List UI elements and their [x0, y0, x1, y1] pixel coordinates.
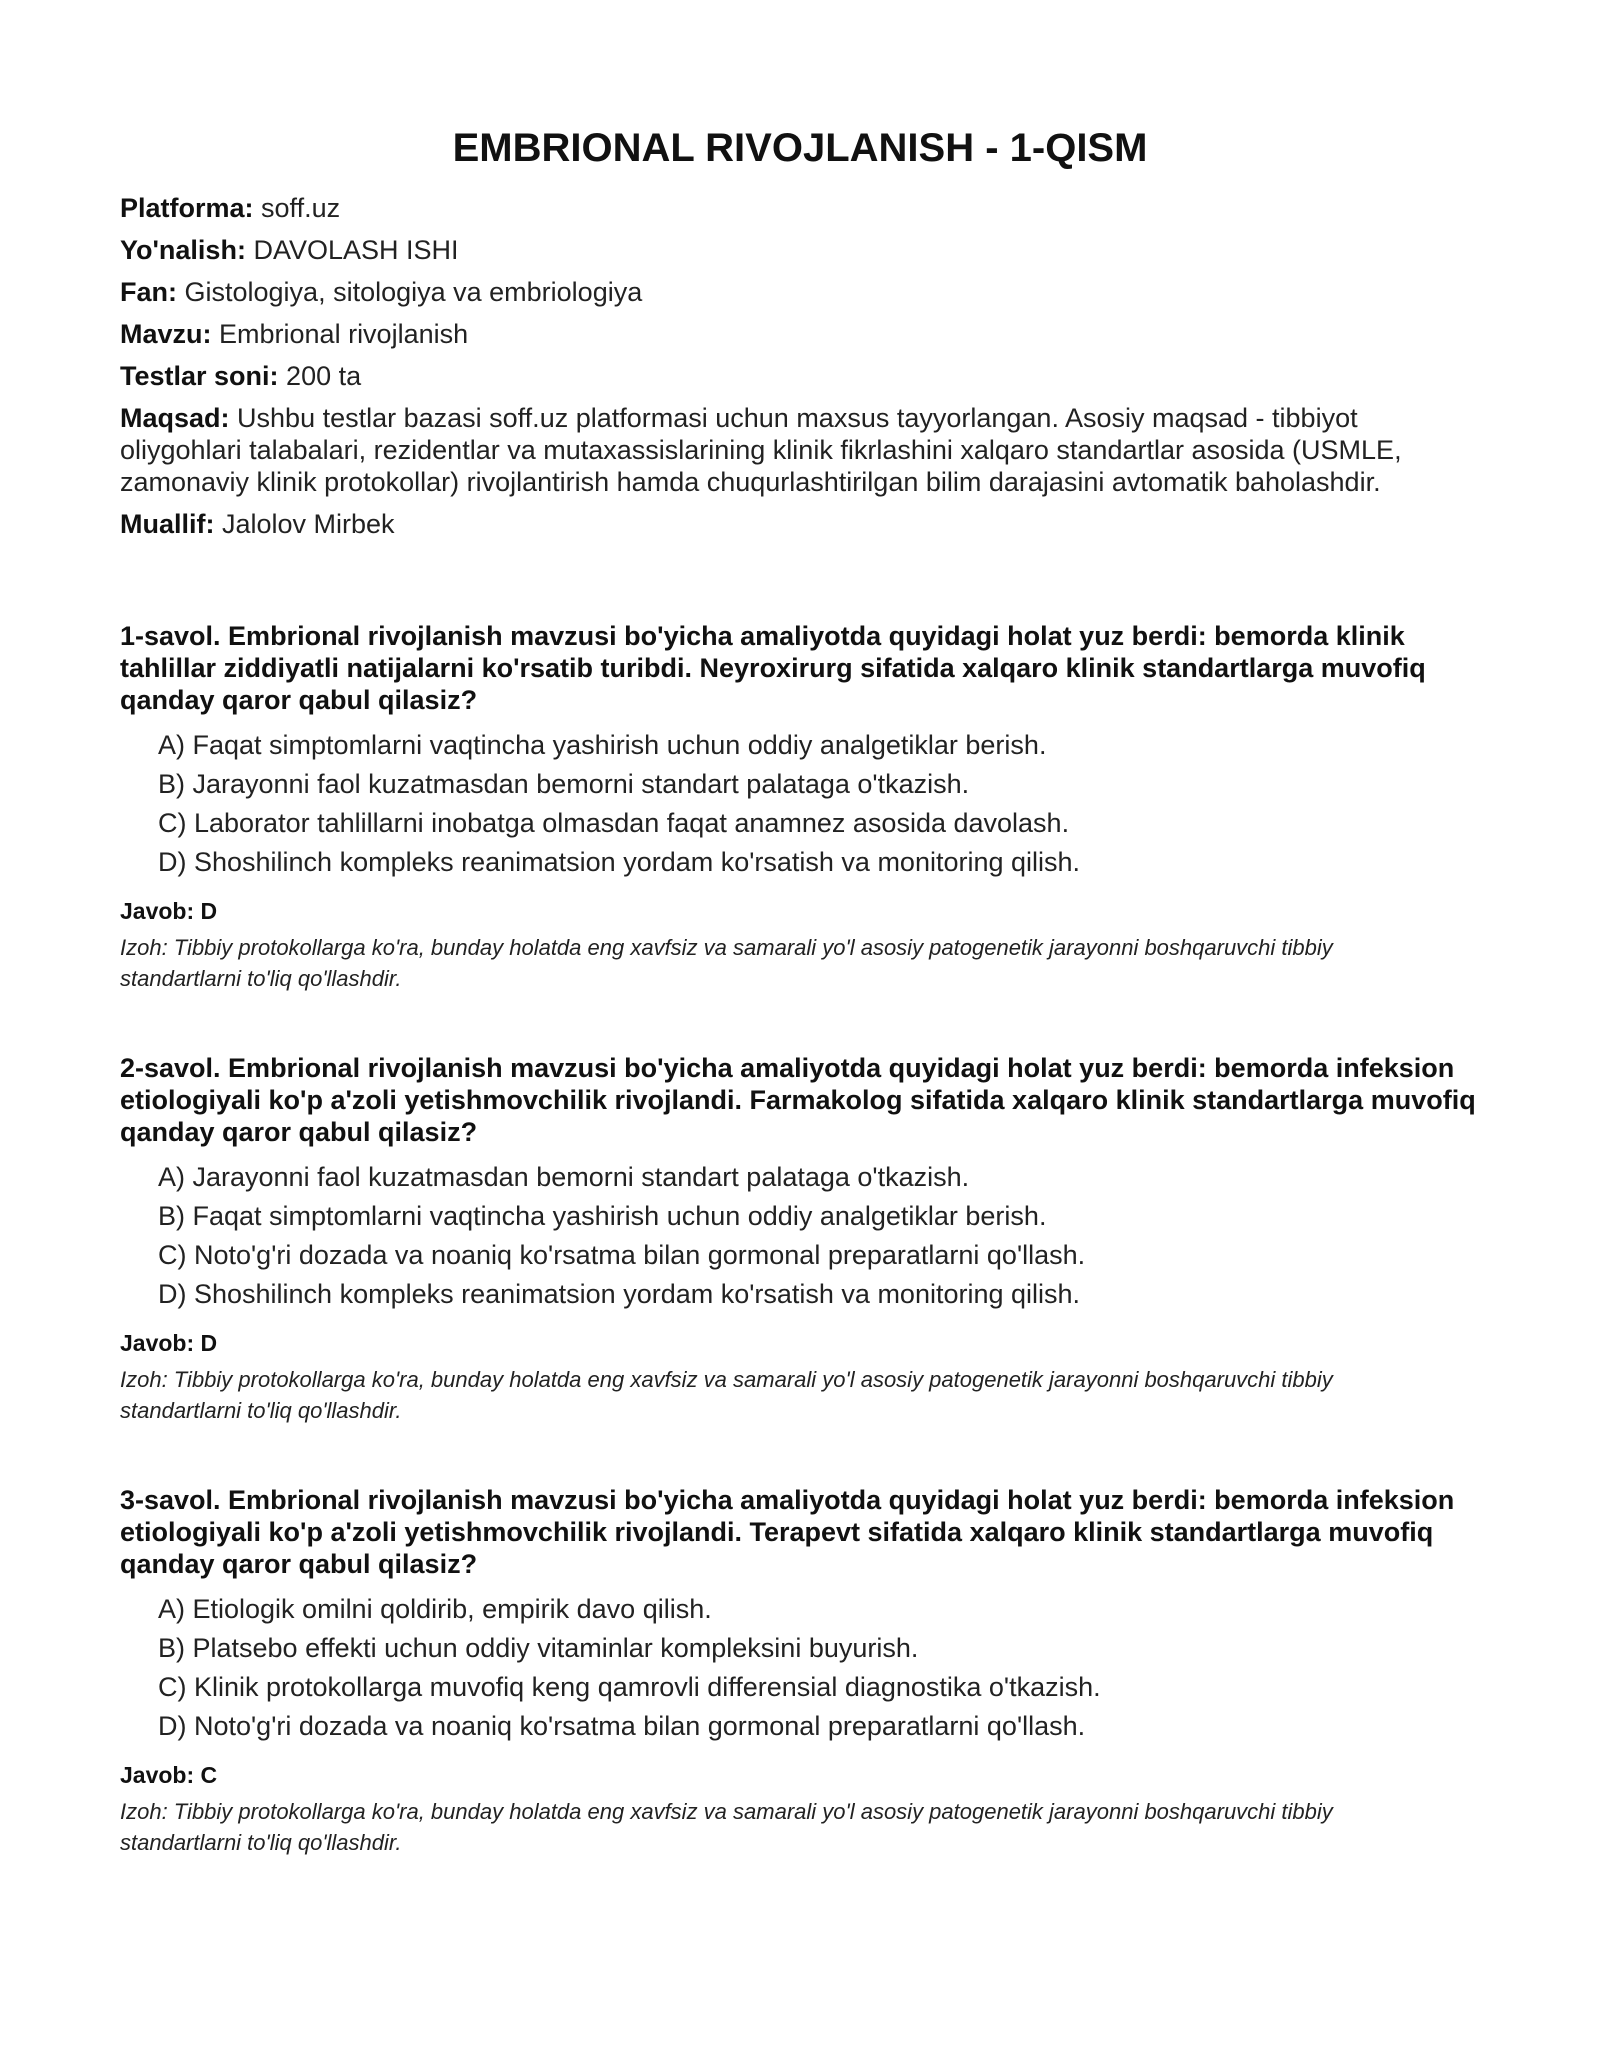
- metadata-block: [120, 192, 1480, 540]
- meta-key: Muallif:: [120, 509, 215, 539]
- questions-list: [120, 620, 1480, 1858]
- question-text: 3-savol. Embrional rivojlanish mavzusi bo'yicha amaliyotda quyidagi holat yuz berdi: bemorda infeksion etiologiyali ko'p a'zoli yetishmovchilik rivojlandi. Terapevt sifatida xalqaro klinik standartlarga muvofiq qanday qaror qabul qilasiz?: [120, 1485, 1455, 1579]
- option-d: D) Shoshilinch kompleks reanimatsion yordam ko'rsatish va monitoring qilish.: [158, 847, 1081, 877]
- meta-value: Jalolov Mirbek: [214, 509, 395, 539]
- option-d: D) Noto'g'ri dozada va noaniq ko'rsatma bilan gormonal preparatlarni qo'llash.: [158, 1711, 1086, 1741]
- option-b: B) Jarayonni faol kuzatmasdan bemorni standart palataga o'tkazish.: [158, 769, 970, 799]
- question-text: 1-savol. Embrional rivojlanish mavzusi bo'yicha amaliyotda quyidagi holat yuz berdi: bemorda klinik tahlillar ziddiyatli natijalarni ko'rsatib turibdi. Neyroxirurg sifatida xalqaro klinik standartlarga muvofiq qanday qaror qabul qilasiz?: [120, 621, 1426, 715]
- option-c: C) Klinik protokollarga muvofiq keng qamrovli differensial diagnostika o'tkazish.: [158, 1672, 1101, 1702]
- option-c: C) Noto'g'ri dozada va noaniq ko'rsatma bilan gormonal preparatlarni qo'llash.: [158, 1240, 1086, 1270]
- option-a: A) Faqat simptomlarni vaqtincha yashirish uchun oddiy analgetiklar berish.: [158, 730, 1047, 760]
- meta-direction: [120, 234, 1480, 266]
- meta-subject: [120, 276, 1480, 308]
- question-2: [120, 1052, 1480, 1426]
- option-b: B) Faqat simptomlarni vaqtincha yashirish uchun oddiy analgetiklar berish.: [158, 1201, 1047, 1231]
- meta-value: Ushbu testlar bazasi soff.uz platformasi uchun maxsus tayyorlangan. Asosiy maqsad - tibbiyot oliygohlari talabalari, rezidentlar va mutaxassislarining klinik fikrlashini xalqaro standartlar asosida (USMLE, zamonaviy klinik protokollar) rivojlantirish hamda chuqurlashtirilgan bilim darajasini avtomatik baholashdir.: [120, 403, 1402, 497]
- question-3: [120, 1484, 1480, 1858]
- answer-label: Javob: D: [120, 898, 218, 924]
- meta-topic: [120, 318, 1480, 350]
- meta-value: 200 ta: [278, 361, 362, 391]
- answer-label: Javob: C: [120, 1762, 218, 1788]
- option-d: D) Shoshilinch kompleks reanimatsion yordam ko'rsatish va monitoring qilish.: [158, 1279, 1081, 1309]
- meta-platform: [120, 192, 1480, 224]
- meta-key: Mavzu:: [120, 319, 212, 349]
- option-a: A) Etiologik omilni qoldirib, empirik davo qilish.: [158, 1594, 712, 1624]
- document-title: EMBRIONAL RIVOJLANISH - 1-QISM: [452, 126, 1148, 170]
- meta-key: Maqsad:: [120, 403, 230, 433]
- meta-key: Fan:: [120, 277, 177, 307]
- meta-purpose: [120, 402, 1480, 498]
- explanation-text: Izoh: Tibbiy protokollarga ko'ra, bunday holatda eng xavfsiz va samarali yo'l asosiy patogenetik jarayonni boshqaruvchi tibbiy standartlarni to'liq qo'llashdir.: [120, 935, 1333, 991]
- meta-key: Testlar soni:: [120, 361, 279, 391]
- meta-test-count: [120, 360, 1480, 392]
- meta-value: Embrional rivojlanish: [211, 319, 469, 349]
- meta-key: Yo'nalish:: [120, 235, 246, 265]
- option-a: A) Jarayonni faol kuzatmasdan bemorni standart palataga o'tkazish.: [158, 1162, 970, 1192]
- question-text: 2-savol. Embrional rivojlanish mavzusi bo'yicha amaliyotda quyidagi holat yuz berdi: bemorda infeksion etiologiyali ko'p a'zoli yetishmovchilik rivojlandi. Farmakolog sifatida xalqaro klinik standartlarga muvofiq qanday qaror qabul qilasiz?: [120, 1053, 1476, 1147]
- document-page: [120, 0, 1480, 1916]
- explanation-text: Izoh: Tibbiy protokollarga ko'ra, bunday holatda eng xavfsiz va samarali yo'l asosiy patogenetik jarayonni boshqaruvchi tibbiy standartlarni to'liq qo'llashdir.: [120, 1367, 1333, 1423]
- meta-key: Platforma:: [120, 193, 254, 223]
- meta-author: [120, 508, 1480, 540]
- meta-value: DAVOLASH ISHI: [245, 235, 459, 265]
- explanation-text: Izoh: Tibbiy protokollarga ko'ra, bunday holatda eng xavfsiz va samarali yo'l asosiy patogenetik jarayonni boshqaruvchi tibbiy standartlarni to'liq qo'llashdir.: [120, 1799, 1333, 1855]
- option-b: B) Platsebo effekti uchun oddiy vitaminlar kompleksini buyurish.: [158, 1633, 919, 1663]
- answer-label: Javob: D: [120, 1330, 218, 1356]
- question-1: [120, 620, 1480, 994]
- meta-value: soff.uz: [253, 193, 341, 223]
- option-c: C) Laborator tahlillarni inobatga olmasdan faqat anamnez asosida davolash.: [158, 808, 1070, 838]
- meta-value: Gistologiya, sitologiya va embriologiya: [177, 277, 643, 307]
